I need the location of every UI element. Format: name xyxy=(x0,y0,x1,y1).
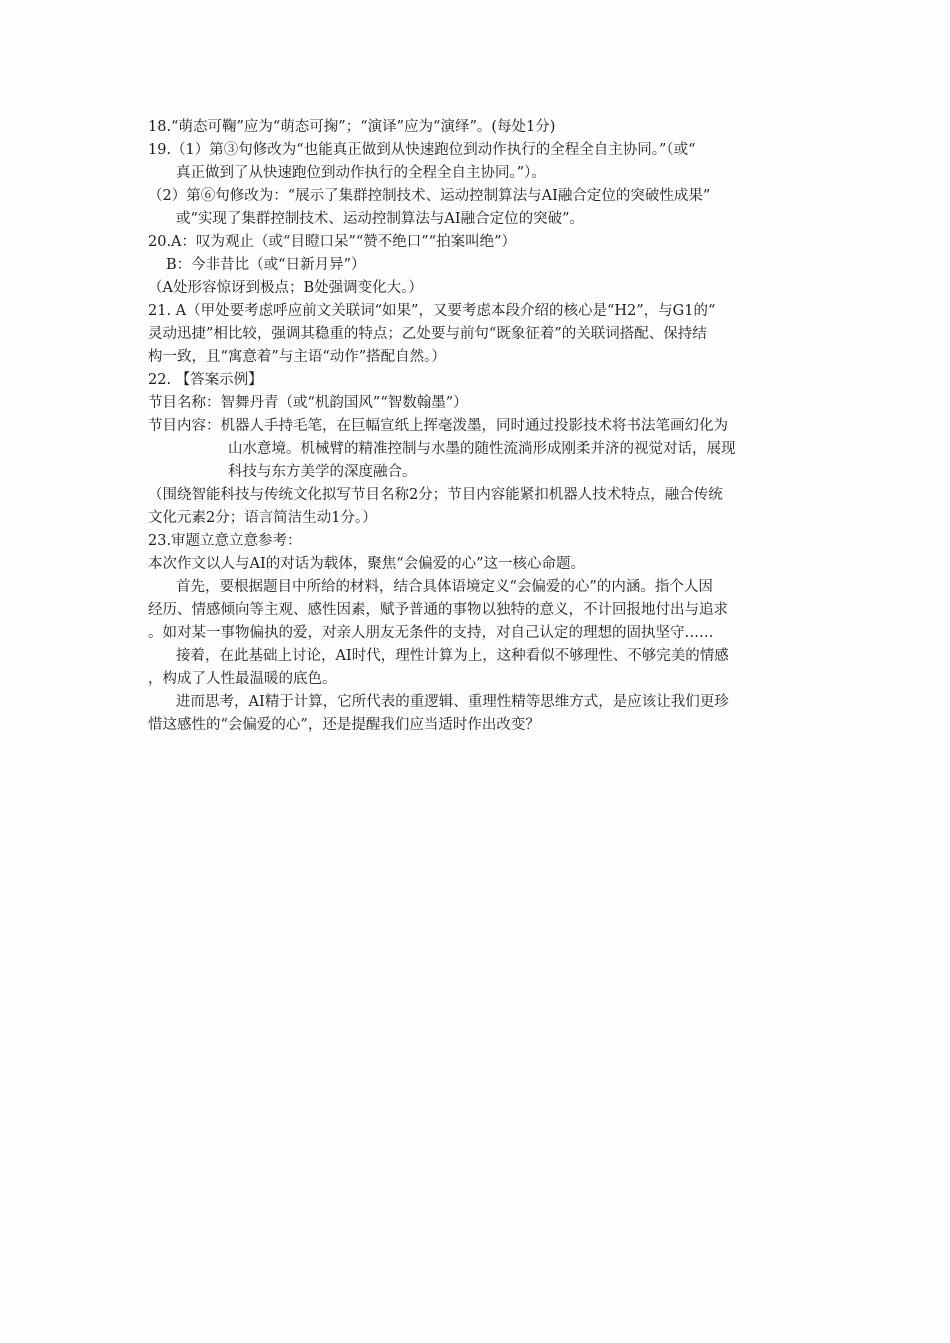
answer-19-part1: 19.（1）第③句修改为“也能真正做到从快速跑位到动作执行的全程全自主协同。”（或“ xyxy=(148,142,696,158)
answer-21-cont1: 灵动迅捷”相比较，强调其稳重的特点；乙处要与前句“既象征着”的关联词搭配、保持结 xyxy=(148,326,707,342)
answer-20-note: （A处形容惊讶到极点；B处强调变化大。） xyxy=(148,280,423,296)
answer-19-part2-cont: 或“实现了集群控制技术、运动控制算法与AI融合定位的突破”。 xyxy=(176,211,585,227)
answer-23-para1-cont1: 经历、情感倾向等主观、感性因素，赋予普通的事物以独特的意义，不计回报地付出与追求 xyxy=(148,602,728,618)
answer-23-para3: 进而思考，AI精于计算，它所代表的重逻辑、重理性精等思维方式，是应该让我们更珍 xyxy=(176,694,729,710)
answer-22-program-content-cont1: 山水意境。机械臂的精准控制与水墨的随性流淌形成刚柔并济的视觉对话，展现 xyxy=(228,441,736,457)
answer-22-program-content: 节目内容：机器人手持毛笔，在巨幅宣纸上挥毫泼墨，同时通过投影技术将书法笔画幻化为 xyxy=(148,418,728,434)
answer-22-program-name: 节目名称：智舞丹青（或“机韵国风”“智数翰墨”） xyxy=(148,395,468,411)
answer-23-para3-cont: 惜这感性的“会偏爱的心”，还是提醒我们应当适时作出改变？ xyxy=(148,717,540,733)
answer-23-para1-cont2: 。如对某一事物偏执的爱，对亲人朋友无条件的支持，对自己认定的理想的固执坚守…… xyxy=(148,625,714,641)
answer-23-intro: 本次作文以人与AI的对话为载体，聚焦“会偏爱的心”这一核心命题。 xyxy=(148,556,586,572)
answer-23-para2: 接着，在此基础上讨论，AI时代，理性计算为上，这种看似不够理性、不够完美的情感 xyxy=(176,648,729,664)
answer-22-program-content-cont2: 科技与东方美学的深度融合。 xyxy=(228,464,417,480)
answer-18: 18.“萌态可鞠”应为“萌态可掬”；“演译”应为“演绎”。(每处1分) xyxy=(148,119,556,135)
answer-19-part1-cont: 真正做到了从快速跑位到动作执行的全程全自主协同。”）。 xyxy=(176,165,546,181)
answer-23-heading: 23.审题立意立意参考： xyxy=(148,533,302,549)
answer-22-scoring-cont: 文化元素2分；语言简洁生动1分。） xyxy=(148,510,377,526)
answer-21: 21. A（甲处要考虑呼应前文关联词“如果”，又要考虑本段介绍的核心是“H2”，与G1的“ xyxy=(148,303,716,319)
answer-22-heading: 22. 【答案示例】 xyxy=(148,372,263,388)
answer-22-scoring: （围绕智能科技与传统文化拟写节目名称2分；节目内容能紧扣机器人技术特点，融合传统 xyxy=(148,487,723,503)
answer-20-a: 20.A：叹为观止（或“目瞪口呆”“赞不绝口”“拍案叫绝”） xyxy=(148,234,517,250)
answer-key-text xyxy=(148,116,813,737)
answer-23-para2-cont: ，构成了人性最温暖的底色。 xyxy=(148,671,337,687)
answer-23-para1: 首先，要根据题目中所给的材料，结合具体语境定义“会偏爱的心”的内涵。指个人因 xyxy=(176,579,713,595)
answer-20-b: B：今非昔比（或“日新月异”） xyxy=(166,257,366,273)
answer-21-cont2: 构一致，且“寓意着”与主语“动作”搭配自然。） xyxy=(148,349,446,365)
answer-19-part2: （2）第⑥句修改为：“展示了集群控制技术、运动控制算法与AI融合定位的突破性成果” xyxy=(148,188,711,204)
